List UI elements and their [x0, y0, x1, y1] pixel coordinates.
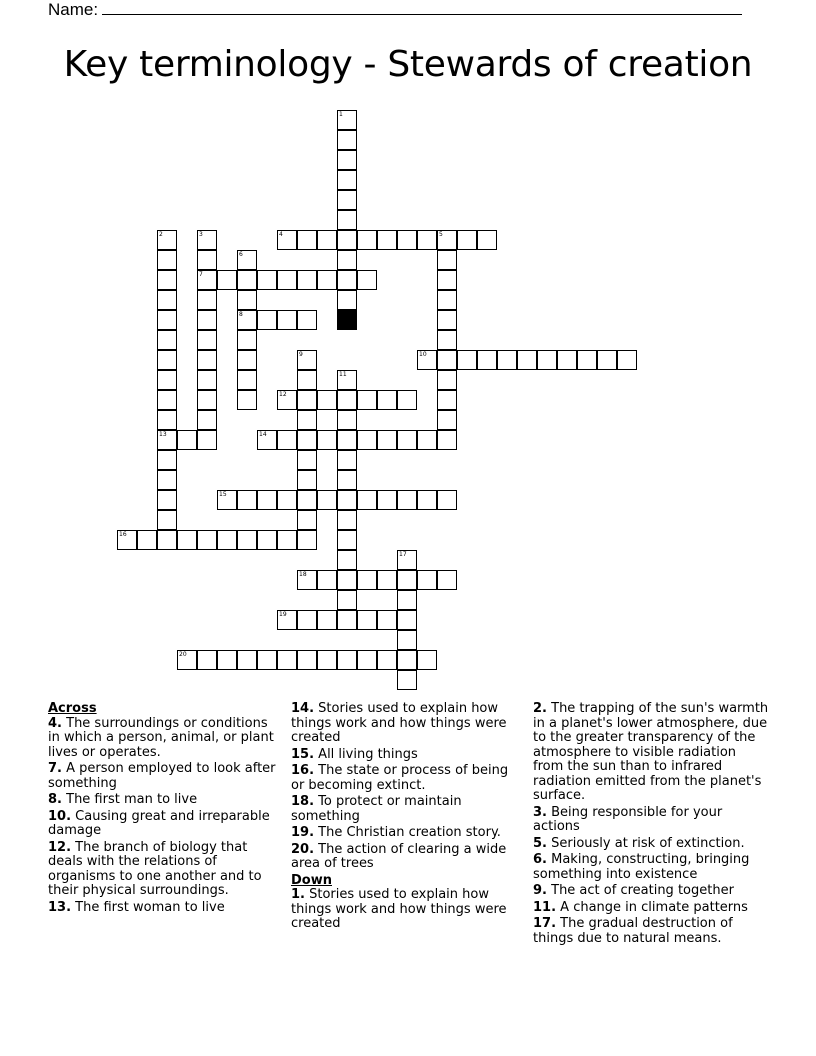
grid-cell[interactable]: [217, 650, 237, 670]
grid-cell[interactable]: [157, 510, 177, 530]
grid-cell[interactable]: [337, 270, 357, 290]
clue-number-4: 4: [279, 231, 283, 238]
clue-number-7: 7: [199, 271, 203, 278]
clue-number-1: 1: [339, 111, 343, 118]
grid-cell[interactable]: [357, 390, 377, 410]
grid-cell[interactable]: [157, 390, 177, 410]
grid-cell[interactable]: [337, 250, 357, 270]
grid-cell[interactable]: [317, 270, 337, 290]
grid-cell[interactable]: [317, 490, 337, 510]
grid-cell[interactable]: [297, 410, 317, 430]
grid-cell[interactable]: [157, 290, 177, 310]
grid-cell[interactable]: [397, 670, 417, 690]
clue-across-18: 18. To protect or maintain something: [291, 794, 462, 824]
grid-cell[interactable]: [357, 570, 377, 590]
grid-cell[interactable]: [337, 590, 357, 610]
grid-cell[interactable]: [237, 250, 257, 270]
grid-cell[interactable]: [277, 310, 297, 330]
grid-cell[interactable]: [597, 350, 617, 370]
grid-cell[interactable]: [337, 490, 357, 510]
clue-down-11: 11. A change in climate patterns: [533, 899, 748, 915]
grid-cell[interactable]: [237, 370, 257, 390]
clue-across-4: 4. The surroundings or conditions in which a person, animal, or plant lives or operates.: [48, 715, 274, 760]
clues-column-1: [48, 702, 280, 917]
grid-cell[interactable]: [297, 650, 317, 670]
grid-cell[interactable]: [257, 490, 277, 510]
grid-cell[interactable]: [297, 490, 317, 510]
grid-cell[interactable]: [337, 230, 357, 250]
grid-cell[interactable]: [297, 610, 317, 630]
grid-cell[interactable]: [397, 390, 417, 410]
clue-number-2: 2: [159, 231, 163, 238]
grid-cell[interactable]: [437, 410, 457, 430]
grid-cell[interactable]: [117, 530, 137, 550]
clue-down-17: 17. The gradual destruction of things due to natural means.: [533, 916, 733, 946]
grid-cell[interactable]: [437, 270, 457, 290]
blocked-cell: [337, 310, 357, 330]
grid-cell[interactable]: [397, 490, 417, 510]
grid-cell[interactable]: [397, 630, 417, 650]
grid-cell[interactable]: [157, 470, 177, 490]
clue-down-6: 6. Making, constructing, bringing something into existence: [533, 852, 750, 882]
grid-cell[interactable]: [157, 310, 177, 330]
clue-across-10: 10. Causing great and irreparable damage: [48, 808, 270, 838]
grid-cell[interactable]: [337, 610, 357, 630]
grid-cell[interactable]: [377, 430, 397, 450]
clue-across-13: 13. The first woman to live: [48, 899, 225, 915]
grid-cell[interactable]: [277, 230, 297, 250]
grid-cell[interactable]: [417, 570, 437, 590]
grid-cell[interactable]: [197, 290, 217, 310]
grid-cell[interactable]: [417, 430, 437, 450]
grid-cell[interactable]: [157, 250, 177, 270]
clue-across-15: 15. All living things: [291, 746, 418, 762]
clue-number-16: 16: [119, 531, 127, 538]
clue-down-1: 1. Stories used to explain how things work and how things were created: [291, 887, 507, 931]
clue-number-5: 5: [439, 231, 443, 238]
grid-cell[interactable]: [157, 530, 177, 550]
clue-down-3: 3. Being responsible for your actions: [533, 804, 723, 834]
grid-cell[interactable]: [197, 350, 217, 370]
grid-cell[interactable]: [457, 350, 477, 370]
grid-cell[interactable]: [197, 330, 217, 350]
grid-cell[interactable]: [437, 230, 457, 250]
grid-cell[interactable]: [377, 490, 397, 510]
grid-cell[interactable]: [297, 350, 317, 370]
grid-cell[interactable]: [297, 510, 317, 530]
grid-cell[interactable]: [277, 490, 297, 510]
grid-cell[interactable]: [417, 230, 437, 250]
name-field[interactable]: [48, 0, 742, 20]
clue-across-19: 19. The Christian creation story.: [291, 825, 501, 840]
grid-cell[interactable]: [337, 110, 357, 130]
clue-number-12: 12: [279, 391, 287, 398]
grid-cell[interactable]: [337, 150, 357, 170]
grid-cell[interactable]: [157, 330, 177, 350]
grid-cell[interactable]: [337, 190, 357, 210]
grid-cell[interactable]: [617, 350, 637, 370]
grid-cell[interactable]: [357, 270, 377, 290]
clue-down-5: 5. Seriously at risk of extinction.: [533, 835, 745, 851]
grid-cell[interactable]: [377, 610, 397, 630]
grid-cell[interactable]: [337, 510, 357, 530]
clue-number-14: 14: [259, 431, 267, 438]
grid-cell[interactable]: [437, 330, 457, 350]
grid-cell[interactable]: [157, 230, 177, 250]
grid-cell[interactable]: [317, 610, 337, 630]
grid-cell[interactable]: [337, 430, 357, 450]
grid-cell[interactable]: [337, 450, 357, 470]
clue-across-16: 16. The state or process of being or becoming extinct.: [291, 763, 509, 793]
grid-cell[interactable]: [577, 350, 597, 370]
grid-cell[interactable]: [377, 650, 397, 670]
clue-number-20: 20: [179, 651, 187, 658]
grid-cell[interactable]: [377, 570, 397, 590]
grid-cell[interactable]: [357, 230, 377, 250]
clues-column-2: [291, 702, 521, 934]
clue-number-11: 11: [339, 371, 347, 378]
grid-cell[interactable]: [397, 590, 417, 610]
grid-cell[interactable]: [377, 230, 397, 250]
grid-cell[interactable]: [277, 390, 297, 410]
clue-across-8: 8. The first man to live: [48, 792, 198, 807]
grid-cell[interactable]: [297, 230, 317, 250]
grid-cell[interactable]: [217, 490, 237, 510]
clue-down-2: 2. The trapping of the sun's warmth in a planet's lower atmosphere, due to the greater transparency of the atmosphere to visible radiation from the sun than to infrared radiation emitted from the planet's surface.: [533, 701, 769, 803]
grid-cell[interactable]: [337, 410, 357, 430]
grid-cell[interactable]: [297, 390, 317, 410]
grid-cell[interactable]: [257, 650, 277, 670]
grid-cell[interactable]: [297, 270, 317, 290]
clue-number-8: 8: [239, 311, 243, 318]
clue-across-7: 7. A person employed to look after something: [48, 761, 276, 791]
grid-cell[interactable]: [197, 530, 217, 550]
grid-cell[interactable]: [337, 570, 357, 590]
grid-cell[interactable]: [237, 330, 257, 350]
clue-down-9: 9. The act of creating together: [533, 883, 734, 898]
grid-cell[interactable]: [337, 470, 357, 490]
grid-cell[interactable]: [337, 170, 357, 190]
grid-cell[interactable]: [257, 530, 277, 550]
grid-cell[interactable]: [357, 610, 377, 630]
grid-cell[interactable]: [437, 290, 457, 310]
grid-cell[interactable]: [297, 470, 317, 490]
grid-cell[interactable]: [337, 390, 357, 410]
grid-cell[interactable]: [437, 390, 457, 410]
grid-cell[interactable]: [197, 390, 217, 410]
grid-cell[interactable]: [357, 430, 377, 450]
grid-cell[interactable]: [237, 290, 257, 310]
grid-cell[interactable]: [517, 350, 537, 370]
grid-cell[interactable]: [197, 230, 217, 250]
grid-cell[interactable]: [257, 430, 277, 450]
grid-cell[interactable]: [337, 530, 357, 550]
grid-cell[interactable]: [157, 450, 177, 470]
grid-cell[interactable]: [217, 270, 237, 290]
grid-cell[interactable]: [257, 310, 277, 330]
grid-cell[interactable]: [417, 350, 437, 370]
grid-cell[interactable]: [217, 530, 237, 550]
clue-number-15: 15: [219, 491, 227, 498]
grid-cell[interactable]: [397, 230, 417, 250]
grid-cell[interactable]: [337, 650, 357, 670]
grid-cell[interactable]: [297, 310, 317, 330]
grid-cell[interactable]: [177, 650, 197, 670]
grid-cell[interactable]: [277, 650, 297, 670]
grid-cell[interactable]: [477, 230, 497, 250]
grid-cell[interactable]: [497, 350, 517, 370]
grid-cell[interactable]: [317, 230, 337, 250]
grid-cell[interactable]: [277, 430, 297, 450]
grid-cell[interactable]: [437, 570, 457, 590]
grid-cell[interactable]: [317, 390, 337, 410]
grid-cell[interactable]: [297, 430, 317, 450]
grid-cell[interactable]: [397, 610, 417, 630]
grid-cell[interactable]: [237, 650, 257, 670]
grid-cell[interactable]: [237, 350, 257, 370]
grid-cell[interactable]: [437, 490, 457, 510]
grid-cell[interactable]: [237, 530, 257, 550]
grid-cell[interactable]: [537, 350, 557, 370]
grid-cell[interactable]: [237, 270, 257, 290]
grid-cell[interactable]: [197, 270, 217, 290]
grid-cell[interactable]: [317, 650, 337, 670]
clue-number-17: 17: [399, 551, 407, 558]
grid-cell[interactable]: [157, 410, 177, 430]
grid-cell[interactable]: [437, 430, 457, 450]
grid-cell[interactable]: [237, 390, 257, 410]
across-heading: Across: [48, 701, 97, 716]
clue-number-19: 19: [279, 611, 287, 618]
clue-number-6: 6: [239, 251, 243, 258]
grid-cell[interactable]: [357, 490, 377, 510]
grid-cell[interactable]: [277, 530, 297, 550]
clue-number-3: 3: [199, 231, 203, 238]
grid-cell[interactable]: [437, 250, 457, 270]
grid-cell[interactable]: [197, 370, 217, 390]
grid-cell[interactable]: [377, 390, 397, 410]
grid-cell[interactable]: [397, 430, 417, 450]
grid-cell[interactable]: [397, 550, 417, 570]
clue-across-20: 20. The action of clearing a wide area of trees: [291, 841, 507, 871]
grid-cell[interactable]: [237, 490, 257, 510]
clues-column-3: [533, 702, 769, 948]
clue-across-12: 12. The branch of biology that deals with the relations of organisms to one another and to their physical surroundings.: [48, 839, 262, 898]
down-heading: Down: [291, 872, 332, 888]
grid-cell[interactable]: [417, 650, 437, 670]
grid-cell[interactable]: [157, 270, 177, 290]
grid-cell[interactable]: [277, 610, 297, 630]
grid-cell[interactable]: [157, 430, 177, 450]
grid-cell[interactable]: [297, 450, 317, 470]
grid-cell[interactable]: [437, 370, 457, 390]
clue-number-10: 10: [419, 351, 427, 358]
grid-cell[interactable]: [237, 310, 257, 330]
grid-cell[interactable]: [297, 370, 317, 390]
grid-cell[interactable]: [277, 270, 297, 290]
grid-cell[interactable]: [157, 490, 177, 510]
grid-cell[interactable]: [197, 410, 217, 430]
grid-cell[interactable]: [337, 290, 357, 310]
grid-cell[interactable]: [337, 550, 357, 570]
grid-cell[interactable]: [157, 350, 177, 370]
grid-cell[interactable]: [557, 350, 577, 370]
grid-cell[interactable]: [197, 650, 217, 670]
grid-cell[interactable]: [197, 250, 217, 270]
grid-cell[interactable]: [417, 490, 437, 510]
grid-cell[interactable]: [337, 370, 357, 390]
grid-cell[interactable]: [477, 350, 497, 370]
grid-cell[interactable]: [397, 650, 417, 670]
grid-cell[interactable]: [337, 130, 357, 150]
grid-cell[interactable]: [297, 530, 317, 550]
grid-cell[interactable]: [317, 430, 337, 450]
grid-cell[interactable]: [197, 430, 217, 450]
clue-number-18: 18: [299, 571, 307, 578]
grid-cell[interactable]: [317, 570, 337, 590]
grid-cell[interactable]: [137, 530, 157, 550]
grid-cell[interactable]: [177, 530, 197, 550]
grid-cell[interactable]: [337, 210, 357, 230]
grid-cell[interactable]: [457, 230, 477, 250]
grid-cell[interactable]: [197, 310, 217, 330]
grid-cell[interactable]: [437, 310, 457, 330]
grid-cell[interactable]: [257, 270, 277, 290]
page-title: Key terminology - Stewards of creation: [63, 44, 753, 85]
grid-cell[interactable]: [157, 370, 177, 390]
clue-number-9: 9: [299, 351, 303, 358]
name-label: Name:: [48, 0, 99, 19]
clue-number-13: 13: [159, 431, 167, 438]
grid-cell[interactable]: [397, 570, 417, 590]
grid-cell[interactable]: [357, 650, 377, 670]
grid-cell[interactable]: [437, 350, 457, 370]
grid-cell[interactable]: [297, 570, 317, 590]
grid-cell[interactable]: [177, 430, 197, 450]
name-line-rule[interactable]: [102, 0, 742, 15]
clue-across-14: 14. Stories used to explain how things work and how things were created: [291, 701, 507, 745]
